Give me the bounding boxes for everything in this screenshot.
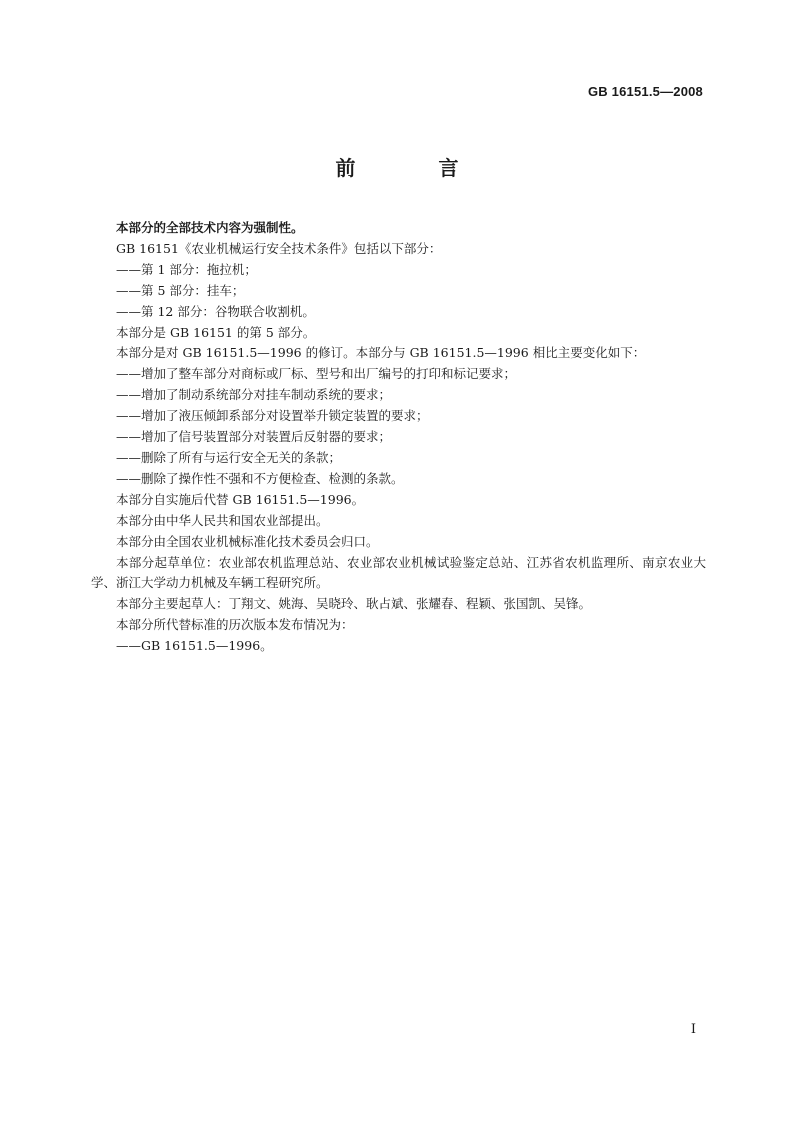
paragraph-drafters: 本部分主要起草人：丁翔文、姚海、吴晓玲、耿占斌、张耀春、程颖、张国凯、吴锋。 (116, 596, 592, 612)
list-item: ——增加了液压倾卸系部分对设置举升锁定装置的要求； (116, 408, 429, 424)
list-item: ——增加了制动系统部分对挂车制动系统的要求； (116, 387, 392, 403)
list-item: ——删除了所有与运行安全无关的条款； (116, 449, 342, 465)
page-title: 前 言 (335, 156, 497, 180)
paragraph: 本部分由中华人民共和国农业部提出。 (116, 512, 329, 528)
standard-code: GB 16151.5—2008 (587, 84, 703, 99)
paragraph: GB 16151《农业机械运行安全技术条件》包括以下部分： (116, 240, 442, 256)
page-number: I (690, 1022, 696, 1037)
paragraph: 本部分是对 GB 16151.5—1996 的修订。本部分与 GB 16151.5—1996 相比主要变化如下： (116, 345, 646, 361)
list-item: ——第 1 部分：拖拉机； (116, 261, 257, 277)
paragraph: 本部分由全国农业机械标准化技术委员会归口。 (116, 533, 379, 549)
paragraph-mandatory-statement: 本部分的全部技术内容为强制性。 (116, 220, 304, 235)
paragraph: 本部分所代替标准的历次版本发布情况为： (116, 617, 354, 633)
paragraph: 本部分自实施后代替 GB 16151.5—1996。 (116, 491, 365, 507)
list-item: ——增加了整车部分对商标或厂标、型号和出厂编号的打印和标记要求； (116, 366, 517, 382)
list-item: ——增加了信号装置部分对装置后反射器的要求； (116, 429, 392, 445)
foreword-body (91, 218, 706, 657)
list-item: ——第 12 部分：谷物联合收割机。 (116, 303, 315, 319)
paragraph-drafting-units: 本部分起草单位：农业部农机监理总站、农业部农业机械试验鉴定总站、江苏省农机监理所、南京农业大学、浙江大学动力机械及车辆工程研究所。 (91, 554, 706, 591)
list-item: ——删除了操作性不强和不方便检查、检测的条款。 (116, 470, 404, 486)
list-item: ——第 5 部分：挂车； (116, 282, 245, 298)
list-item: ——GB 16151.5—1996。 (116, 638, 273, 654)
paragraph: 本部分是 GB 16151 的第 5 部分。 (116, 324, 316, 340)
